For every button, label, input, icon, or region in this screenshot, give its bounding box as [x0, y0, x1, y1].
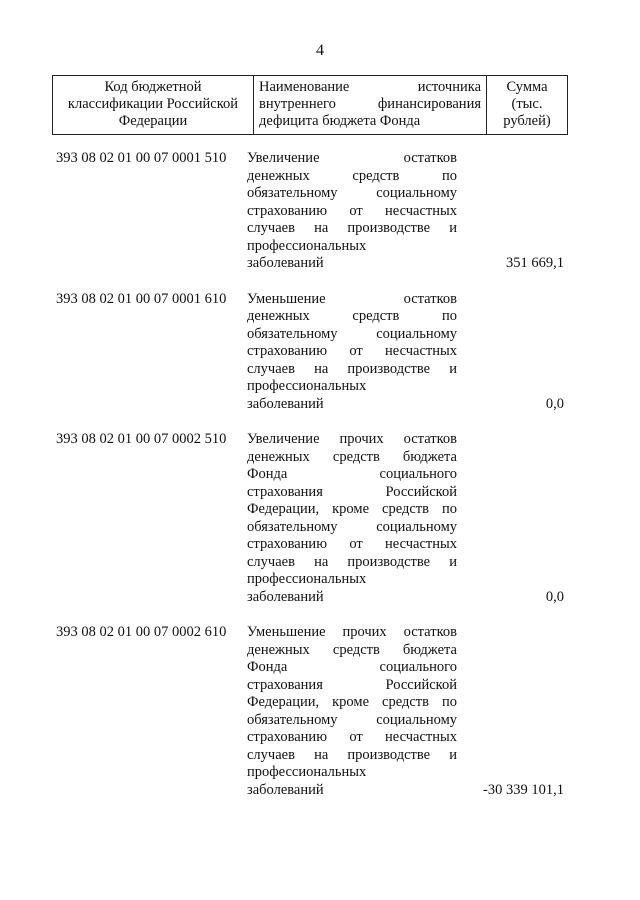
row-name-line: случаев на производстве и: [247, 553, 457, 570]
row-name-line: страхованию от несчастных: [247, 343, 457, 359]
row-name-line: страхованию от несчастных: [247, 729, 457, 745]
row-name-line: страхования Российской: [247, 483, 457, 500]
header-name: [254, 76, 487, 135]
row-name: [247, 150, 457, 273]
row-code: 393 08 02 01 00 07 0002 610: [56, 624, 227, 640]
row-sum: 351 669,1: [506, 255, 564, 271]
row-name-line: Увеличение прочих остатков: [247, 431, 457, 447]
row-name-line: профессиональных: [247, 571, 367, 587]
header-name-line: внутреннего финансирования: [259, 96, 481, 112]
table-body: [52, 150, 568, 817]
row-name-line: профессиональных: [247, 378, 367, 394]
header-sum: Сумма (тыс. рублей): [487, 76, 568, 135]
row-name-line: случаев на производстве и: [247, 360, 457, 377]
row-name: [247, 291, 457, 414]
header-code: Код бюджетной классификации Российской Федерации: [53, 76, 254, 135]
row-sum: 0,0: [545, 395, 564, 412]
row-name-line: страхованию от несчастных: [247, 536, 457, 552]
row-name-line: профессиональных: [247, 764, 367, 780]
row-name-line: Федерации, кроме средств по: [247, 694, 457, 710]
row-code: 393 08 02 01 00 07 0001 510: [56, 150, 227, 166]
row-name-line: денежных средств бюджета: [247, 448, 457, 465]
row-name-line: денежных средств по: [247, 308, 457, 324]
row-name-line: Фонда социального: [247, 659, 457, 675]
row-name-line: заболеваний: [247, 395, 324, 412]
row-name-line: обязательному социальному: [247, 518, 457, 535]
row-code: 393 08 02 01 00 07 0002 510: [56, 431, 227, 447]
row-name-line: заболеваний: [247, 255, 324, 271]
row-name-line: обязательному социальному: [247, 711, 457, 728]
header-name-line: Наименование источника: [259, 79, 481, 95]
row-name-line: профессиональных: [247, 237, 367, 254]
table-header: [52, 75, 568, 135]
row-name-line: денежных средств по: [247, 167, 457, 184]
row-name-line: Федерации, кроме средств по: [247, 501, 457, 517]
row-name-line: случаев на производстве и: [247, 746, 457, 763]
row-name-line: заболеваний: [247, 588, 324, 605]
table-row: [52, 150, 568, 273]
row-sum: 0,0: [545, 588, 564, 605]
row-name-line: заболеваний: [247, 781, 324, 798]
table-row: [52, 431, 568, 606]
row-name-line: обязательному социальному: [247, 185, 457, 201]
row-name-line: Уменьшение прочих остатков: [247, 624, 457, 640]
table-row: [52, 291, 568, 414]
row-code: 393 08 02 01 00 07 0001 610: [56, 290, 227, 307]
row-name-line: Фонда социального: [247, 466, 457, 482]
row-name-line: страхованию от несчастных: [247, 202, 457, 219]
row-sum: -30 339 101,1: [483, 781, 564, 798]
row-name-line: Увеличение остатков: [247, 150, 457, 166]
row-name-line: обязательному социальному: [247, 325, 457, 342]
row-name-line: Уменьшение остатков: [247, 290, 457, 307]
header-name-line: дефицита бюджета Фонда: [259, 113, 421, 129]
row-name: [247, 624, 457, 799]
row-name: [247, 431, 457, 606]
row-name-line: случаев на производстве и: [247, 220, 457, 236]
table-row: [52, 624, 568, 799]
page-number: 4: [316, 42, 324, 59]
row-name-line: денежных средств бюджета: [247, 641, 457, 658]
row-name-line: страхования Российской: [247, 676, 457, 693]
